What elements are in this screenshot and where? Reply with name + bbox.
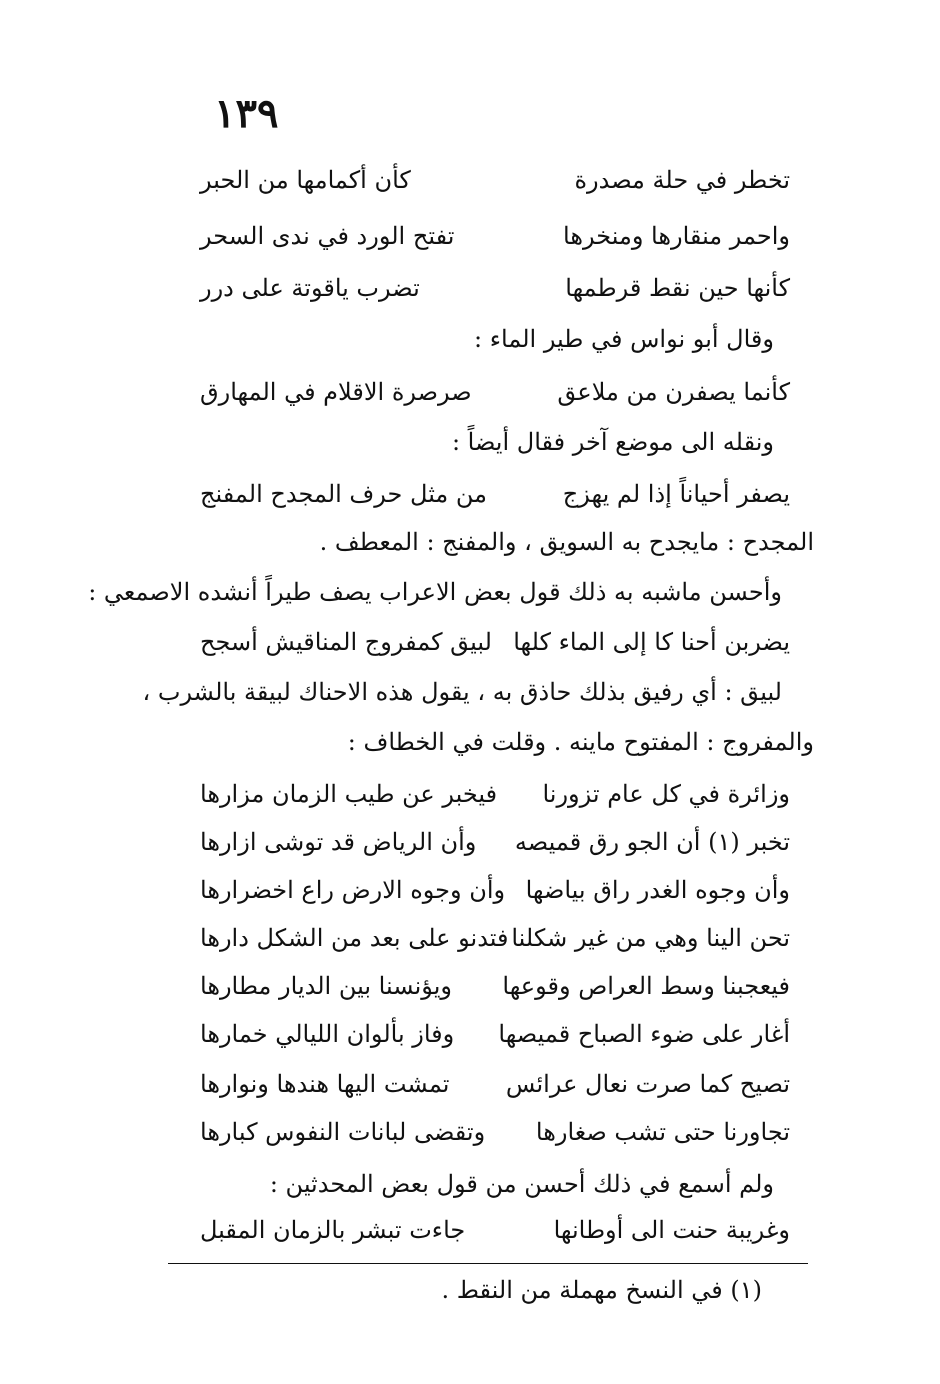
verse-hemistich-first: يضربن أحنا كا إلى الماء كلها — [513, 628, 790, 656]
verse-hemistich-second: صرصرة الاقلام في المهارق — [200, 378, 472, 406]
verse-hemistich-first: كأنما يصفرن من ملاعق — [557, 378, 790, 406]
verse-line — [200, 876, 790, 920]
verse-hemistich-first: واحمر منقارها ومنخرها — [563, 222, 790, 250]
verse-hemistich-first: تصيح كما صرت نعال عرائس — [505, 1070, 790, 1098]
verse-hemistich-first: وأن وجوه الغدر راق بياضها — [525, 876, 790, 904]
page-number: ١٣٩ — [214, 90, 279, 137]
verse-hemistich-second: وأن وجوه الارض راع اخضرارها — [200, 876, 506, 904]
verse-line — [200, 378, 790, 422]
footnote: (١) في النسخ مهملة من النقط . — [441, 1276, 762, 1304]
verse-hemistich-first: فيعجبنا وسط العراص وقوعها — [502, 972, 790, 1000]
verse-hemistich-second: كأن أكمامها من الحبر — [200, 166, 411, 194]
verse-hemistich-first: يصفر أحياناً إذا لم يهزج — [562, 480, 790, 508]
verse-line — [200, 222, 790, 266]
verse-hemistich-second: من مثل حرف المجدح المفنج — [200, 480, 488, 508]
verse-line — [200, 1118, 790, 1162]
gloss-line: المجدح : مايجدح به السويق ، والمفنج : المعطف . — [319, 528, 814, 556]
footnote-divider — [168, 1263, 808, 1264]
verse-line — [200, 274, 790, 318]
verse-hemistich-first: تجاورنا حتى تشب صغارها — [535, 1118, 790, 1146]
verse-line — [200, 166, 790, 210]
verse-hemistich-first: تخبر (١) أن الجو رق قميصه — [514, 828, 790, 856]
gloss-line: والمفروج : المفتوح ماينه . وقلت في الخطاف : — [347, 728, 814, 756]
verse-hemistich-second: تمشت اليها هندها ونوارها — [200, 1070, 450, 1098]
verse-line — [200, 1070, 790, 1114]
verse-hemistich-second: وفاز بألوان الليالي خمارها — [200, 1020, 455, 1048]
verse-hemistich-first: تحن الينا وهي من غير شكلنا — [511, 924, 790, 952]
verse-hemistich-second: جاءت تبشر بالزمان المقبل — [200, 1216, 466, 1244]
verse-hemistich-second: فيخبر عن طيب الزمان مزارها — [200, 780, 498, 808]
verse-hemistich-second: تضرب ياقوتة على درر — [200, 274, 420, 302]
verse-hemistich-first: تخطر في حلة مصدرة — [574, 166, 790, 194]
verse-line — [200, 780, 790, 824]
verse-line — [200, 972, 790, 1016]
verse-hemistich-first: أغار على ضوء الصباح قميصها — [498, 1020, 790, 1048]
verse-line — [200, 628, 790, 672]
verse-line — [200, 480, 790, 524]
verse-line — [200, 1020, 790, 1064]
verse-hemistich-first: كأنها حين نقط قرطمها — [565, 274, 790, 302]
intro-line: وقال أبو نواس في طير الماء : — [474, 325, 774, 353]
verse-line — [200, 828, 790, 872]
intro-line: ونقله الى موضع آخر فقال أيضاً : — [451, 428, 774, 456]
gloss-line: لبيق : أي رفيق بذلك حاذق به ، يقول هذه الاحناك لبيقة بالشرب ، — [142, 678, 782, 706]
verse-hemistich-first: وغريبة حنت الى أوطانها — [553, 1216, 790, 1244]
intro-line: ولم أسمع في ذلك أحسن من قول بعض المحدثين : — [269, 1170, 774, 1198]
verse-hemistich-second: فتدنو على بعد من الشكل دارها — [200, 924, 509, 952]
verse-hemistich-second: تفتح الورد في ندى السحر — [200, 222, 455, 250]
verse-line — [200, 924, 790, 968]
verse-hemistich-second: وتقضى لبانات النفوس كبارها — [200, 1118, 486, 1146]
verse-hemistich-second: وأن الرياض قد توشى ازارها — [200, 828, 477, 856]
verse-line — [200, 1216, 790, 1260]
intro-line: وأحسن ماشبه به ذلك قول بعض الاعراب يصف طيراً أنشده الاصمعي : — [88, 578, 782, 606]
verse-hemistich-first: وزائرة في كل عام تزورنا — [542, 780, 790, 808]
verse-hemistich-second: ويؤنسنا بين الديار مطارها — [200, 972, 452, 1000]
verse-hemistich-second: لبيق كمفروج المناقيش أسجح — [200, 628, 492, 656]
